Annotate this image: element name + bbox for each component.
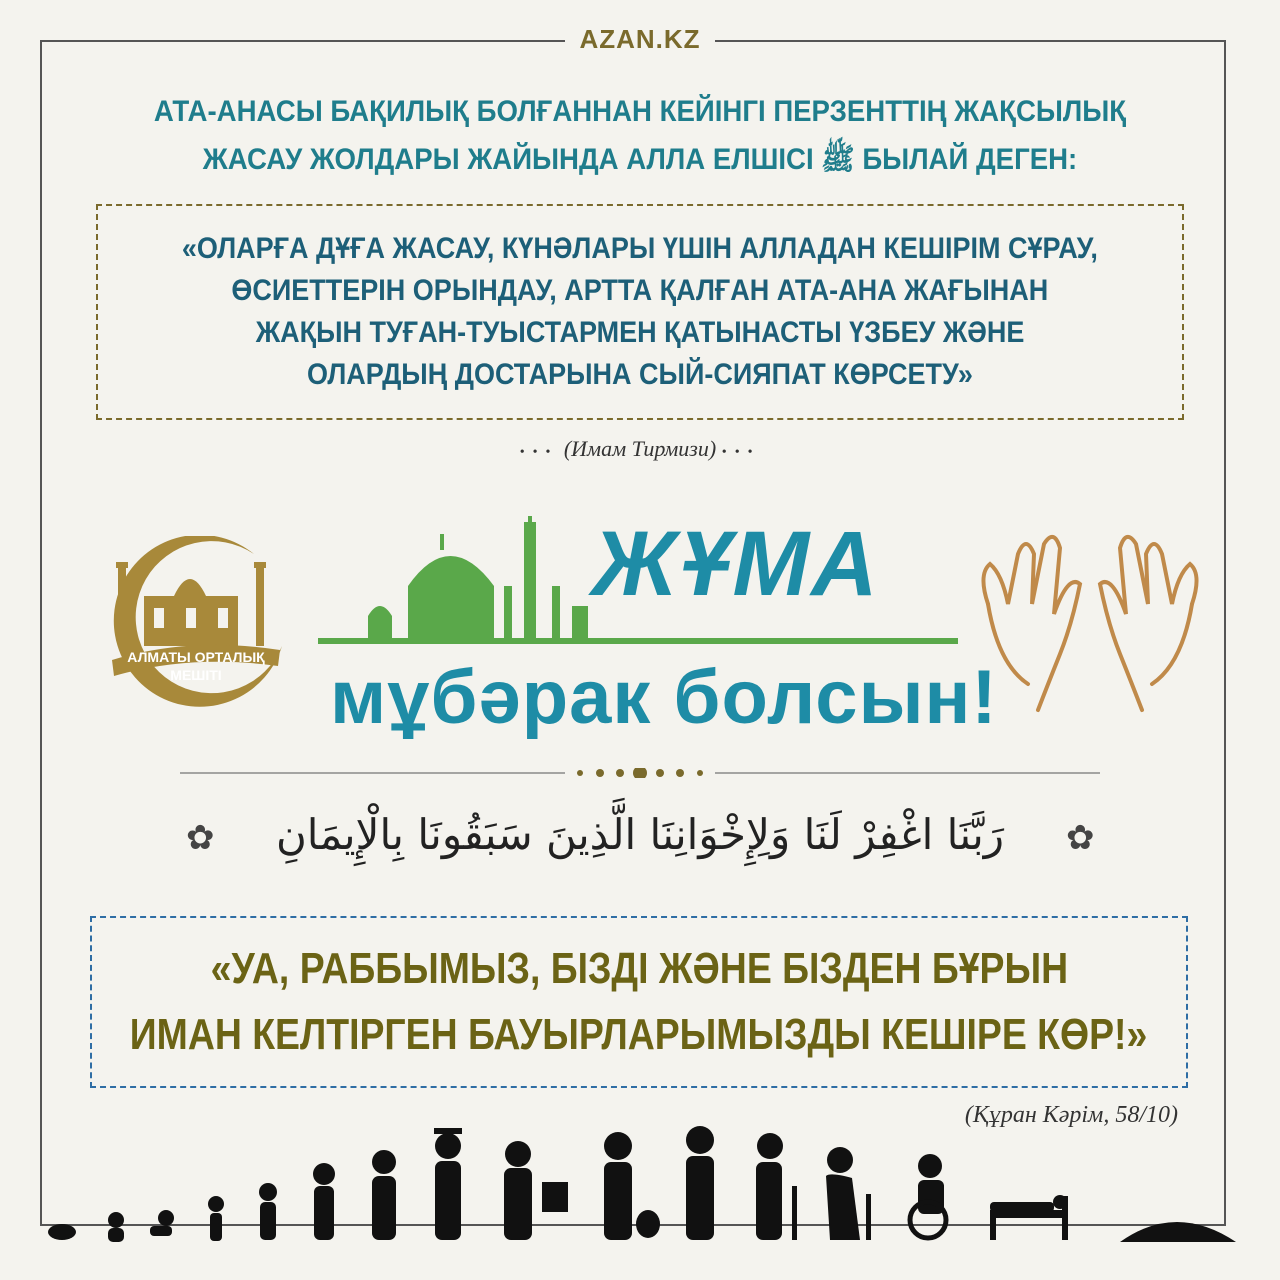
praying-hands-icon — [968, 514, 1212, 714]
translation-line-2: ИМАН КЕЛТІРГЕН БАУЫРЛАРЫМЫЗДЫ КЕШІРЕ КӨР!» — [130, 1010, 1148, 1059]
hadith-line-1: «ОЛАРҒА ДҰҒА ЖАСАУ, КҮНӘЛАРЫ ҮШІН АЛЛАДАН КЕШІРІМ СҰРАУ, — [181, 232, 1099, 265]
logo-line-1: АЛМАТЫ ОРТАЛЫҚ — [127, 649, 265, 665]
dots-ornament-right: ••• — [721, 445, 761, 460]
ayah-arabic: رَبَّنَا اغْفِرْ لَنَا وَلِإِخْوَانِنَا الَّذِينَ سَبَقُونَا بِالْإِيمَانِ — [275, 810, 1005, 859]
ornamental-divider — [180, 768, 1100, 778]
ayah-ornament-right: ✿ — [1066, 819, 1095, 857]
logo-line-2: МЕШІТІ — [170, 667, 222, 683]
translation-box — [90, 916, 1188, 1088]
site-name: AZAN.KZ — [0, 24, 1280, 55]
dots-ornament-left: ••• — [519, 445, 559, 460]
hadith-line-4: ОЛАРДЫҢ ДОСТАРЫНА СЫЙ-СИЯПАТ КӨРСЕТУ» — [307, 358, 973, 391]
juma-title: ЖҰМА — [592, 513, 880, 615]
header-text — [125, 88, 1155, 184]
ayah-ornament-left: ✿ — [186, 819, 215, 857]
header-line-1: АТА-АНАСЫ БАҚИЛЫҚ БОЛҒАННАН КЕЙІНГІ ПЕРЗЕНТТІҢ ЖАҚСЫЛЫҚ — [153, 95, 1127, 128]
hadith-box — [96, 204, 1184, 420]
hadith-source: ••• (Имам Тирмизи) ••• — [519, 436, 761, 461]
life-stages-illustration — [40, 1116, 1240, 1244]
hadith-line-2: ӨСИЕТТЕРІН ОРЫНДАУ, АРТТА ҚАЛҒАН АТА-АНА ЖАҒЫНАН — [231, 274, 1049, 307]
hadith-line-3: ЖАҚЫН ТУҒАН-ТУЫСТАРМЕН ҚАТЫНАСТЫ ҮЗБЕУ ЖӘНЕ — [255, 316, 1025, 349]
quran-source: (Құран Кәрім, 58/10) — [964, 1102, 1178, 1128]
juma-subtitle: мұбәрак болсын! — [330, 655, 998, 740]
mosque-logo — [104, 536, 292, 724]
translation-line-1: «УА, РАББЫМЫЗ, БІЗДІ ЖӘНЕ БІЗДЕН БҰРЫН — [210, 944, 1068, 993]
header-line-2: ЖАСАУ ЖОЛДАРЫ ЖАЙЫНДА АЛЛА ЕЛШІСІ ﷺ БЫЛАЙ ДЕГЕН: — [202, 143, 1078, 176]
